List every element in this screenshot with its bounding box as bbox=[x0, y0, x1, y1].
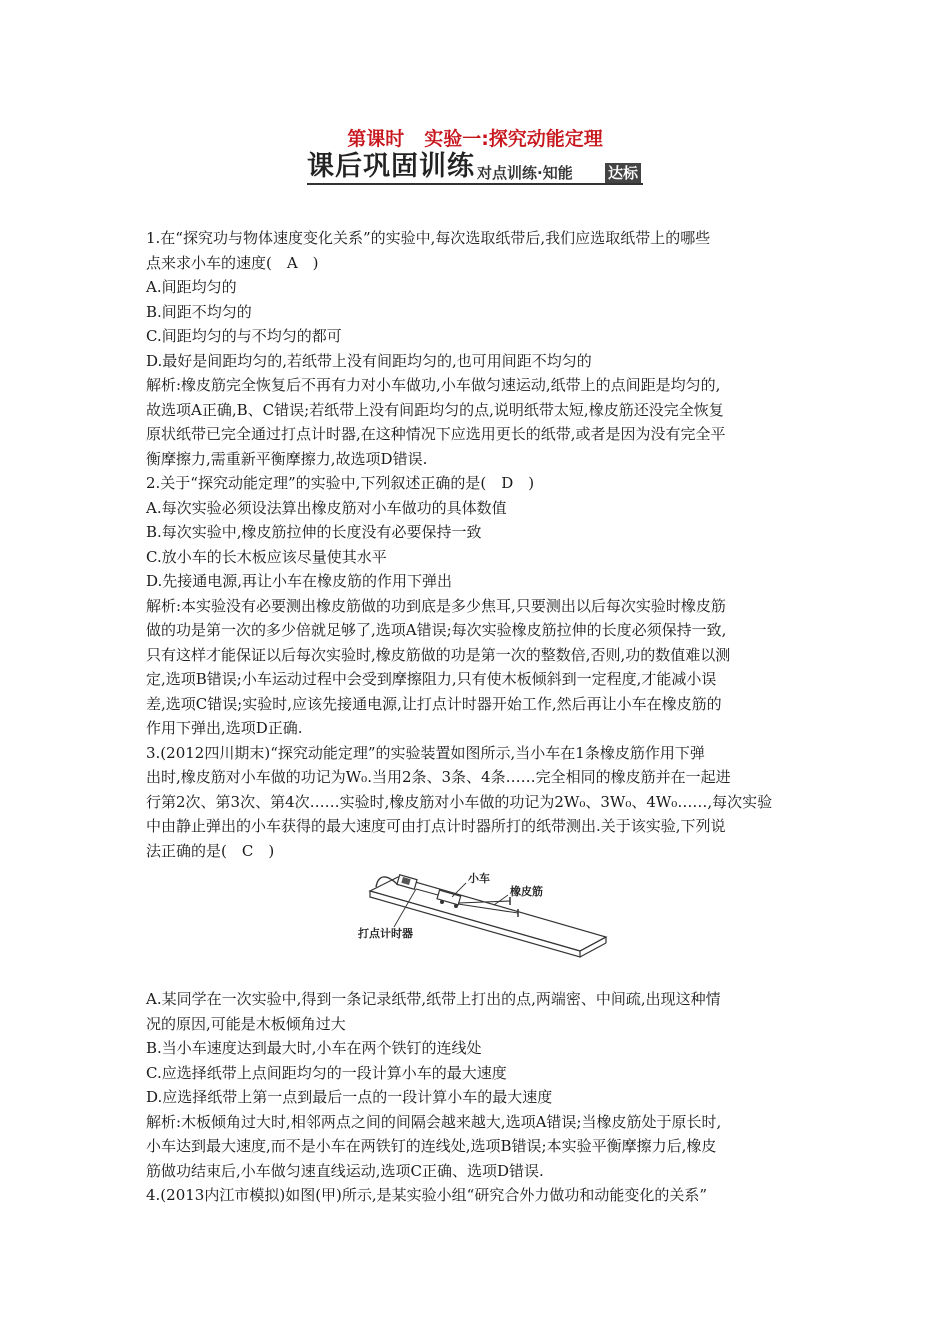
q3-option-c: C.应选择纸带上点间距均匀的一段计算小车的最大速度 bbox=[146, 1063, 507, 1082]
banner-heading: 课后巩固训练 bbox=[307, 151, 475, 182]
lesson-number: 第课时 bbox=[347, 128, 405, 150]
q2-analysis-line: 作用下弹出,选项D正确. bbox=[146, 719, 303, 737]
q2-analysis-line: 差,选项C错误;实验时,应该先接通电源,让打点计时器开始工作,然后再让小车在橡皮筋的 bbox=[146, 694, 722, 713]
q3-option-a: A.某同学在一次实验中,得到一条记录纸带,纸带上打出的点,两端密、中间疏,出现这种情 bbox=[146, 990, 721, 1008]
q1-analysis-line: 衡摩擦力,需重新平衡摩擦力,故选项D错误. bbox=[146, 449, 428, 468]
q1-option-c: C.间距均匀的与不均匀的都可 bbox=[146, 327, 342, 345]
apparatus-figure bbox=[358, 869, 608, 979]
q3-analysis-line: 小车达到最大速度,而不是小车在两铁钉的连线处,选项B错误;本实验平衡摩擦力后,橡皮 bbox=[146, 1137, 717, 1155]
q1-analysis-line: 原状纸带已完全通过打点计时器,在这种情况下应选用更长的纸带,或者是因为没有完全平 bbox=[146, 425, 726, 443]
q3-stem-line: 中由静止弹出的小车获得的最大速度可由打点计时器所打的纸带测出.关于该实验,下列说 bbox=[146, 817, 726, 835]
q1-stem-line: 点来求小车的速度( A ) bbox=[146, 253, 319, 272]
label-cart: 小车 bbox=[468, 872, 490, 885]
q4-stem-line: 4.(2013内江市模拟)如图(甲)所示,是某实验小组“研究合外力做功和动能变化的关系” bbox=[146, 1186, 708, 1204]
q3-option-a: 况的原因,可能是木板倾角过大 bbox=[146, 1014, 346, 1033]
q3-analysis-line: 解析:木板倾角过大时,相邻两点之间的间隔会越来越大,选项A错误;当橡皮筋处于原长时, bbox=[146, 1112, 722, 1131]
q2-option-b: B.每次实验中,橡皮筋拉伸的长度没有必要保持一致 bbox=[146, 523, 482, 541]
section-banner bbox=[307, 150, 643, 186]
q1-option-a: A.间距均匀的 bbox=[146, 278, 237, 296]
q2-option-c: C.放小车的长木板应该尽量使其水平 bbox=[146, 547, 387, 566]
q3-stem-line: 法正确的是( C ) bbox=[146, 841, 275, 860]
lesson-title bbox=[0, 124, 950, 151]
q2-option-d: D.先接通电源,再让小车在橡皮筋的作用下弹出 bbox=[146, 572, 453, 590]
q2-option-a: A.每次实验必须设法算出橡皮筋对小车做功的具体数值 bbox=[146, 498, 507, 517]
q3-stem-line: 3.(2012四川期末)“探究动能定理”的实验装置如图所示,当小车在1条橡皮筋作用下弹 bbox=[146, 743, 705, 762]
q1-option-b: B.间距不均匀的 bbox=[146, 302, 252, 321]
exercise-content bbox=[146, 226, 814, 1208]
q3-option-d: D.应选择纸带上第一点到最后一点的一段计算小车的最大速度 bbox=[146, 1088, 553, 1106]
q2-analysis-line: 定,选项B错误;小车运动过程中会受到摩擦阻力,只有使木板倾斜到一定程度,才能减小误 bbox=[146, 670, 717, 688]
q1-stem-line: 1.在“探究功与物体速度变化关系”的实验中,每次选取纸带后,我们应选取纸带上的哪些 bbox=[146, 229, 711, 247]
banner-underline bbox=[307, 183, 643, 185]
q3-stem-line: 行第2次、第3次、第4次……实验时,橡皮筋对小车做的功记为2W₀、3W₀、4W₀……,每次实验 bbox=[146, 792, 773, 811]
banner-subheading: 对点训练·知能 bbox=[477, 164, 573, 182]
q1-option-d: D.最好是间距均匀的,若纸带上没有间距均匀的,也可用间距不均匀的 bbox=[146, 351, 592, 370]
label-rubber-band: 橡皮筋 bbox=[510, 885, 543, 898]
experiment-title: 实验一:探究动能定理 bbox=[424, 128, 603, 150]
q2-analysis-line: 只有这样才能保证以后每次实验时,橡皮筋做的功是第一次的整数倍,否则,功的数值难以测 bbox=[146, 645, 731, 664]
q3-analysis-line: 筋做功结束后,小车做匀速直线运动,选项C正确、选项D错误. bbox=[146, 1161, 544, 1180]
q1-analysis-line: 故选项A正确,B、C错误;若纸带上没有间距均匀的点,说明纸带太短,橡皮筋还没完全恢复 bbox=[146, 400, 724, 419]
q2-stem: 2.关于“探究动能定理”的实验中,下列叙述正确的是( D ) bbox=[146, 474, 535, 492]
label-timer: 打点计时器 bbox=[358, 927, 413, 940]
q2-analysis-line: 做的功是第一次的多少倍就足够了,选项A错误;每次实验橡皮筋拉伸的长度必须保持一致, bbox=[146, 621, 727, 639]
banner-tag: 达标 bbox=[605, 163, 641, 183]
q3-option-b: B.当小车速度达到最大时,小车在两个铁钉的连线处 bbox=[146, 1039, 482, 1057]
q2-analysis-line: 解析:本实验没有必要测出橡皮筋做的功到底是多少焦耳,只要测出以后每次实验时橡皮筋 bbox=[146, 596, 726, 615]
q3-stem-line: 出时,橡皮筋对小车做的功记为W₀.当用2条、3条、4条……完全相同的橡皮筋并在一起进 bbox=[146, 768, 731, 786]
q1-analysis-line: 解析:橡皮筋完全恢复后不再有力对小车做功,小车做匀速运动,纸带上的点间距是均匀的, bbox=[146, 376, 721, 394]
